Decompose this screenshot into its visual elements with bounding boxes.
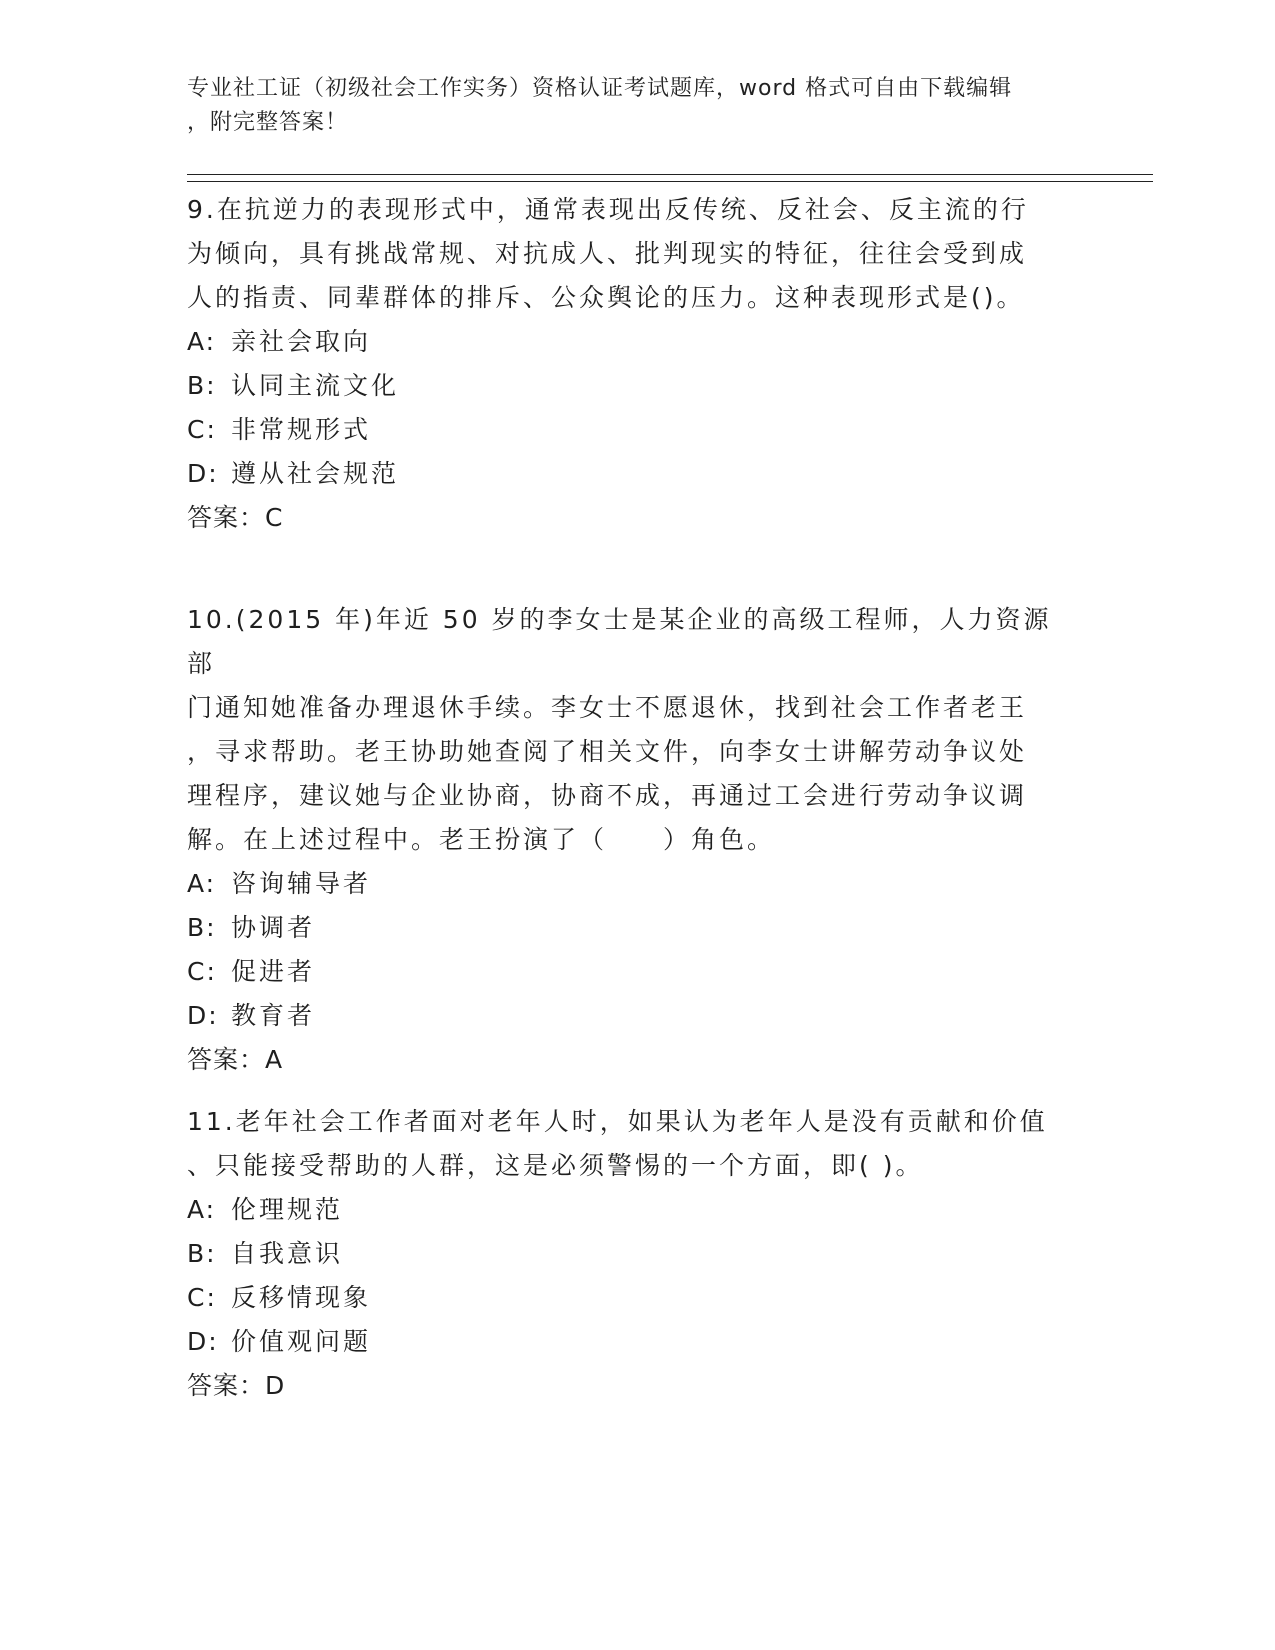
header-line-2: ，附完整答案！ xyxy=(187,110,349,135)
option-text: 协调者 xyxy=(231,913,316,942)
question-stem-line: 人的指责、同辈群体的排斥、公众舆论的压力。这种表现形式是()。 xyxy=(187,283,1025,312)
option-text: 教育者 xyxy=(231,1001,316,1030)
option-text: 伦理规范 xyxy=(231,1195,344,1224)
option-text: 咨询辅导者 xyxy=(231,869,372,898)
option-c xyxy=(187,950,1067,994)
option-key: C: xyxy=(187,415,217,444)
question-11 xyxy=(187,1100,1067,1408)
option-a xyxy=(187,862,1067,906)
question-9 xyxy=(187,188,1067,540)
option-key: D: xyxy=(187,459,219,488)
option-key: B: xyxy=(187,913,217,942)
option-text: 反移情现象 xyxy=(231,1283,372,1312)
question-stem-line: 理程序，建议她与企业协商，协商不成，再通过工会进行劳动争议调 xyxy=(187,781,1028,810)
answer-label: 答案： xyxy=(187,1371,266,1400)
option-a xyxy=(187,320,1067,364)
option-c xyxy=(187,1276,1067,1320)
option-text: 亲社会取向 xyxy=(231,327,372,356)
answer-line xyxy=(187,496,1067,540)
option-key: A: xyxy=(187,327,217,356)
header-line-1: 专业社工证（初级社会工作实务）资格认证考试题库，word 格式可自由下载编辑 xyxy=(187,76,1013,101)
option-key: D: xyxy=(187,1327,219,1356)
question-stem-line: 为倾向，具有挑战常规、对抗成人、批判现实的特征，往往会受到成 xyxy=(187,239,1028,268)
option-key: D: xyxy=(187,1001,219,1030)
answer-line xyxy=(187,1364,1067,1408)
option-a xyxy=(187,1188,1067,1232)
option-key: C: xyxy=(187,1283,217,1312)
answer-line xyxy=(187,1038,1067,1082)
answer-label: 答案： xyxy=(187,503,266,532)
option-text: 非常规形式 xyxy=(231,415,372,444)
option-key: B: xyxy=(187,1239,217,1268)
question-stem-line: 门通知她准备办理退休手续。李女士不愿退休，找到社会工作者老王 xyxy=(187,693,1028,722)
header-divider-bottom xyxy=(187,181,1153,182)
document-header xyxy=(187,72,1087,140)
option-c xyxy=(187,408,1067,452)
option-key: A: xyxy=(187,1195,217,1224)
question-stem-line: 、只能接受帮助的人群，这是必须警惕的一个方面，即( )。 xyxy=(187,1151,924,1180)
option-key: B: xyxy=(187,371,217,400)
question-stem-line: ，寻求帮助。老王协助她查阅了相关文件，向李女士讲解劳动争议处 xyxy=(187,737,1028,766)
option-key: A: xyxy=(187,869,217,898)
option-b xyxy=(187,1232,1067,1276)
option-b xyxy=(187,364,1067,408)
option-b xyxy=(187,906,1067,950)
question-stem-line: 解。在上述过程中。老王扮演了（ ）角色。 xyxy=(187,825,776,854)
question-stem-line: 9.在抗逆力的表现形式中，通常表现出反传统、反社会、反主流的行 xyxy=(187,195,1029,224)
option-text: 遵从社会规范 xyxy=(231,459,400,488)
answer-value: A xyxy=(265,1045,286,1074)
option-text: 促进者 xyxy=(231,957,316,986)
header-divider-top xyxy=(187,174,1153,175)
option-text: 自我意识 xyxy=(231,1239,344,1268)
question-stem-line: 10.(2015 年)年近 50 岁的李女士是某企业的高级工程师，人力资源部 xyxy=(187,605,1052,678)
question-stem-line: 11.老年社会工作者面对老年人时，如果认为老年人是没有贡献和价值 xyxy=(187,1107,1048,1136)
answer-value: D xyxy=(265,1371,288,1400)
option-text: 价值观问题 xyxy=(231,1327,372,1356)
option-key: C: xyxy=(187,957,217,986)
question-10 xyxy=(187,598,1067,1082)
option-d xyxy=(187,994,1067,1038)
answer-value: C xyxy=(265,503,286,532)
answer-label: 答案： xyxy=(187,1045,266,1074)
option-d xyxy=(187,452,1067,496)
option-text: 认同主流文化 xyxy=(231,371,400,400)
option-d xyxy=(187,1320,1067,1364)
